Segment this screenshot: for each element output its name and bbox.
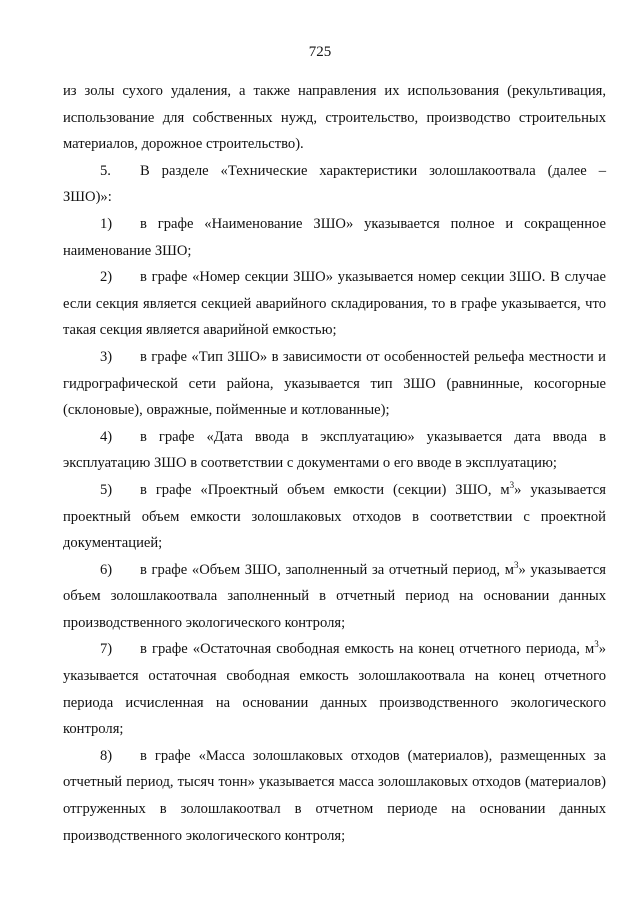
- paragraph-item-1: [63, 211, 606, 264]
- superscript: 3: [509, 480, 515, 491]
- paragraph-text: » указывается объем золошлакоотвала заполненный в отчетный период на основании данных производственного экологического контроля;: [63, 561, 607, 631]
- paragraph-number: 1): [100, 215, 113, 232]
- paragraph-text: В разделе «Технические характеристики золошлакоотвала (далее – ЗШО)»:: [63, 162, 606, 206]
- paragraph-text: в графе «Масса золошлаковых отходов (материалов), размещенных за отчетный период, тысяч тонн» указывается масса золошлаковых отходов (материалов) отгруженных в золошлакоотвал в отчетном периоде на основании данных производственного экологического контроля;: [63, 747, 606, 844]
- paragraph-continuation: [63, 78, 606, 158]
- document-body: [63, 78, 606, 849]
- paragraph-text: в графе «Наименование ЗШО» указывается полное и сокращенное наименование ЗШО;: [63, 215, 606, 259]
- paragraph-number: 3): [100, 348, 113, 365]
- paragraph-item-7: [63, 636, 606, 742]
- superscript: 3: [594, 639, 599, 650]
- paragraph-text: » указывается остаточная свободная емкость золошлакоотвала на конец отчетного периода исчисленная на основании данных производственного экологического контроля;: [63, 641, 606, 738]
- paragraph-number: 5.: [100, 162, 111, 179]
- paragraph-number: 5): [100, 481, 113, 498]
- paragraph-text: в графе «Дата ввода в эксплуатацию» указывается дата ввода в эксплуатацию ЗШО в соответствии с документами о его вводе в эксплуатацию;: [63, 428, 606, 472]
- paragraph-text: в графе «Номер секции ЗШО» указывается номер секции ЗШО. В случае если секция является секцией аварийного складирования, то в графе указывается, что такая секция является аварийной емкостью;: [63, 269, 606, 339]
- paragraph-text: в графе «Объем ЗШО, заполненный за отчетный период, м: [140, 561, 514, 578]
- paragraph-item-6: [63, 557, 606, 637]
- paragraph-number: 4): [100, 428, 113, 445]
- paragraph-text: в графе «Тип ЗШО» в зависимости от особенностей рельефа местности и гидрографической сети района, указывается тип ЗШО (равнинные, косогорные (склоновые), овражные, пойменные и котлованные);: [63, 348, 606, 419]
- superscript: 3: [513, 559, 519, 570]
- paragraph-text: в графе «Проектный объем емкости (секции) ЗШО, м: [140, 481, 510, 498]
- paragraph-text: в графе «Остаточная свободная емкость на конец отчетного периода, м: [140, 641, 595, 658]
- paragraph-item-5: [63, 477, 606, 557]
- paragraph-item-3: [63, 344, 606, 424]
- paragraph-number: 8): [100, 747, 113, 764]
- paragraph-text: из золы сухого удаления, а также направления их использования (рекультивация, использование для собственных нужд, строительство, производство строительных материалов, дорожное строительство).: [63, 83, 606, 153]
- paragraph-text: » указывается проектный объем емкости золошлаковых отходов в соответствии с проектной документацией;: [63, 481, 606, 552]
- paragraph-item-2: [63, 264, 606, 344]
- paragraph-item-8: [63, 743, 606, 849]
- paragraph-number: 2): [100, 269, 113, 286]
- paragraph-number: 7): [100, 641, 113, 658]
- paragraph-number: 6): [100, 561, 113, 578]
- paragraph-section-5: [63, 158, 606, 211]
- paragraph-item-4: [63, 424, 606, 477]
- page-number: 725: [308, 44, 332, 60]
